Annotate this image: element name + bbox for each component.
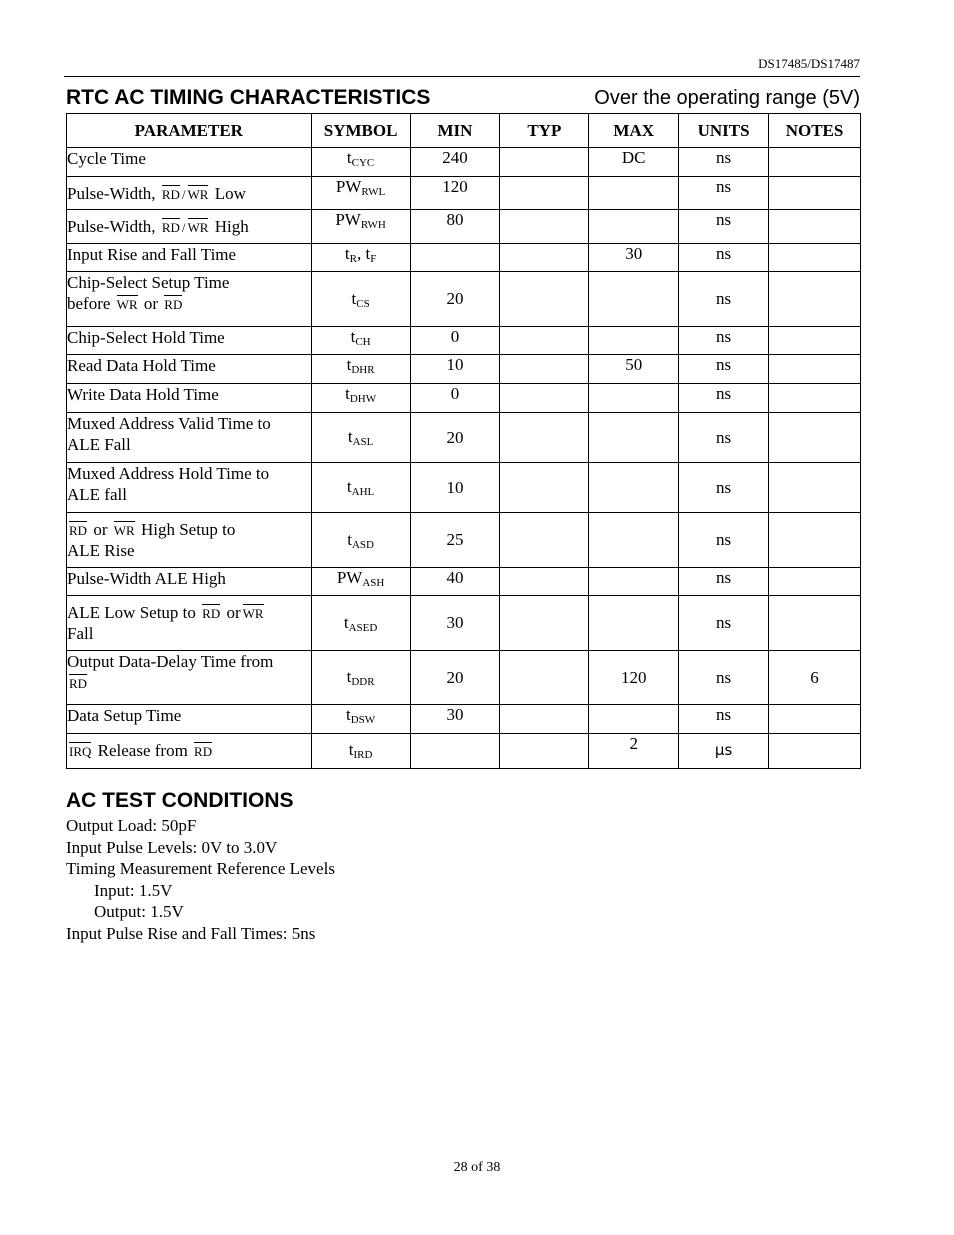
header-rule xyxy=(64,76,860,77)
parameter-cell xyxy=(67,596,312,651)
parameter-cell: Chip-Select Hold Time xyxy=(67,327,312,355)
ac-test-line: Output: 1.5V xyxy=(94,902,184,921)
parameter-cell xyxy=(67,210,312,244)
typ-cell xyxy=(500,413,589,463)
param-separator: / xyxy=(181,220,186,235)
symbol-main: t xyxy=(343,612,349,632)
table-row xyxy=(67,413,861,463)
units-cell: ns xyxy=(679,513,769,568)
symbol-subscript: RWH xyxy=(360,219,386,231)
param-text: Muxed Address Hold Time to xyxy=(67,464,270,483)
symbol-cell xyxy=(311,513,410,568)
symbol-main: t xyxy=(351,288,357,308)
max-cell xyxy=(589,384,679,413)
ac-test-line: Timing Measurement Reference Levels xyxy=(66,859,335,878)
symbol-subscript: F xyxy=(370,253,377,265)
notes-cell xyxy=(769,177,861,210)
table-row xyxy=(67,272,861,327)
table-row xyxy=(67,651,861,705)
table-row xyxy=(67,463,861,513)
min-cell: 20 xyxy=(410,651,500,705)
timing-table xyxy=(66,113,861,769)
max-cell xyxy=(589,272,679,327)
typ-cell xyxy=(500,177,589,210)
max-cell xyxy=(589,705,679,734)
param-text: ALE Low Setup to xyxy=(67,603,196,622)
min-cell: 10 xyxy=(410,463,500,513)
min-cell: 240 xyxy=(410,148,500,177)
param-separator: or xyxy=(226,603,241,622)
notes-cell xyxy=(769,513,861,568)
symbol-subscript: ASL xyxy=(352,436,374,448)
symbol-main: PW xyxy=(335,210,361,229)
parameter-cell: Input Rise and Fall Time xyxy=(67,244,312,272)
symbol-main: t xyxy=(348,740,354,759)
ac-test-line: Output Load: 50pF xyxy=(66,816,197,835)
min-cell: 20 xyxy=(410,272,500,327)
max-cell: 2 xyxy=(589,734,679,769)
parameter-cell xyxy=(67,272,312,327)
parameter-cell: Read Data Hold Time xyxy=(67,355,312,384)
symbol-subscript: CS xyxy=(356,297,370,310)
max-cell: DC xyxy=(589,148,679,177)
param-text: Output Data-Delay Time from xyxy=(67,652,274,671)
units-cell: ns xyxy=(679,327,769,355)
symbol-subscript: DHW xyxy=(349,393,377,405)
symbol-subscript: DHR xyxy=(351,364,375,376)
page-number: 28 of 38 xyxy=(453,1160,501,1175)
table-row xyxy=(67,327,861,355)
typ-cell xyxy=(500,384,589,413)
param-separator: or xyxy=(93,520,108,539)
overbar-signal: RD xyxy=(161,220,180,235)
typ-cell xyxy=(500,244,589,272)
column-header: PARAMETER xyxy=(67,114,312,148)
notes-cell xyxy=(769,463,861,513)
typ-cell xyxy=(500,272,589,327)
min-cell: 20 xyxy=(410,413,500,463)
overbar-signal: RD xyxy=(194,744,213,759)
symbol-cell xyxy=(311,734,410,769)
units-text: µs xyxy=(714,741,733,759)
param-text: ALE Fall xyxy=(67,435,131,454)
ac-test-line: Input Pulse Rise and Fall Times: 5ns xyxy=(66,923,316,943)
parameter-cell xyxy=(67,413,312,463)
units-cell: ns xyxy=(679,148,769,177)
symbol-main: t xyxy=(347,427,353,446)
min-cell: 40 xyxy=(410,568,500,596)
table-row xyxy=(67,596,861,651)
max-cell: 50 xyxy=(589,355,679,384)
symbol-main: t xyxy=(350,327,356,346)
max-cell xyxy=(589,463,679,513)
table-row xyxy=(67,568,861,596)
symbol-main: t xyxy=(346,477,352,496)
operating-range-note: Over the operating range (5V) xyxy=(594,87,860,109)
notes-cell xyxy=(769,327,861,355)
symbol-subscript: DDR xyxy=(351,676,375,688)
table-header-row xyxy=(67,114,861,148)
symbol-subscript: CYC xyxy=(351,157,375,169)
units-cell: ns xyxy=(679,177,769,210)
overbar-signal: RD xyxy=(202,606,221,621)
max-cell xyxy=(589,210,679,244)
parameter-cell xyxy=(67,734,312,769)
units-cell xyxy=(679,734,769,769)
overbar-signal: WR xyxy=(116,297,138,312)
symbol-main: PW xyxy=(336,568,363,587)
overbar-signal: WR xyxy=(187,187,209,202)
max-cell xyxy=(589,596,679,651)
units-cell: ns xyxy=(679,413,769,463)
symbol-subscript: ASH xyxy=(362,577,385,589)
notes-cell xyxy=(769,244,861,272)
symbol-main: t xyxy=(345,384,350,403)
symbol-cell xyxy=(311,244,410,272)
symbol-main: t xyxy=(346,148,352,167)
typ-cell xyxy=(500,327,589,355)
symbol-main: t xyxy=(344,244,350,263)
overbar-signal: WR xyxy=(113,523,135,538)
symbol-cell xyxy=(311,384,410,413)
param-text: Muxed Address Valid Time to xyxy=(67,414,271,433)
notes-cell xyxy=(769,734,861,769)
param-text: ALE fall xyxy=(67,485,127,504)
units-cell: ns xyxy=(679,596,769,651)
units-cell: ns xyxy=(679,463,769,513)
notes-cell xyxy=(769,210,861,244)
param-text: Low xyxy=(214,184,246,203)
table-row xyxy=(67,148,861,177)
units-cell: ns xyxy=(679,705,769,734)
notes-cell xyxy=(769,272,861,327)
typ-cell xyxy=(500,734,589,769)
symbol-cell xyxy=(311,327,410,355)
table-row xyxy=(67,384,861,413)
column-header: MIN xyxy=(410,114,500,148)
param-text: Chip-Select Setup Time xyxy=(67,273,230,292)
ac-test-line: Input: 1.5V xyxy=(94,880,173,900)
overbar-signal: WR xyxy=(242,606,264,621)
table-row xyxy=(67,355,861,384)
table-row xyxy=(67,734,861,769)
column-header: TYP xyxy=(500,114,589,148)
units-cell: ns xyxy=(679,355,769,384)
parameter-cell xyxy=(67,651,312,705)
min-cell: 80 xyxy=(410,210,500,244)
parameter-cell xyxy=(67,177,312,210)
overbar-signal: RD xyxy=(69,523,88,538)
section-title: RTC AC TIMING CHARACTERISTICS xyxy=(66,86,431,109)
column-header: NOTES xyxy=(769,114,861,148)
symbol-subscript: AHL xyxy=(351,486,375,498)
symbol-cell xyxy=(311,177,410,210)
notes-cell xyxy=(769,413,861,463)
column-header: MAX xyxy=(589,114,679,148)
symbol-cell xyxy=(311,355,410,384)
min-cell: 0 xyxy=(410,327,500,355)
min-cell: 120 xyxy=(410,177,500,210)
param-text: Pulse-Width, xyxy=(67,217,156,236)
min-cell: 0 xyxy=(410,384,500,413)
overbar-signal: RD xyxy=(164,297,183,312)
min-cell xyxy=(410,244,500,272)
min-cell xyxy=(410,734,500,769)
typ-cell xyxy=(500,210,589,244)
notes-cell xyxy=(769,384,861,413)
symbol-subscript: CH xyxy=(355,336,371,348)
symbol-main: PW xyxy=(335,177,362,196)
column-header: UNITS xyxy=(679,114,769,148)
param-text: Pulse-Width, xyxy=(67,184,156,203)
symbol-subscript: IRD xyxy=(353,749,373,761)
typ-cell xyxy=(500,596,589,651)
max-cell xyxy=(589,177,679,210)
symbol-cell xyxy=(311,210,410,244)
max-cell xyxy=(589,413,679,463)
notes-cell: 6 xyxy=(769,651,861,705)
overbar-signal: RD xyxy=(161,187,180,202)
units-cell: ns xyxy=(679,384,769,413)
overbar-signal: RD xyxy=(69,676,88,691)
notes-cell xyxy=(769,355,861,384)
notes-cell xyxy=(769,596,861,651)
min-cell: 30 xyxy=(410,596,500,651)
ac-test-conditions xyxy=(66,815,335,944)
parameter-cell xyxy=(67,463,312,513)
units-cell: ns xyxy=(679,210,769,244)
symbol-cell xyxy=(311,413,410,463)
typ-cell xyxy=(500,463,589,513)
symbol-cell xyxy=(311,463,410,513)
table-row xyxy=(67,513,861,568)
symbol-cell xyxy=(311,272,410,327)
units-cell: ns xyxy=(679,568,769,596)
param-text: Fall xyxy=(67,624,94,643)
parameter-cell: Write Data Hold Time xyxy=(67,384,312,413)
param-separator: or xyxy=(143,294,159,313)
symbol-cell xyxy=(311,148,410,177)
symbol-cell xyxy=(311,651,410,705)
max-cell xyxy=(589,568,679,596)
symbol-subscript: RWL xyxy=(361,186,386,198)
max-cell: 120 xyxy=(589,651,679,705)
symbol-subscript: R xyxy=(349,253,357,265)
symbol-main: , t xyxy=(356,244,371,263)
symbol-main: t xyxy=(347,529,352,549)
overbar-signal: IRQ xyxy=(69,744,92,759)
units-cell: ns xyxy=(679,272,769,327)
param-text: Release from xyxy=(97,741,188,760)
ac-test-title: AC TEST CONDITIONS xyxy=(66,789,294,812)
typ-cell xyxy=(500,705,589,734)
overbar-signal: WR xyxy=(187,220,209,235)
table-row xyxy=(67,244,861,272)
param-separator: / xyxy=(181,187,186,202)
document-id: DS17485/DS17487 xyxy=(758,56,860,71)
min-cell: 10 xyxy=(410,355,500,384)
column-header: SYMBOL xyxy=(311,114,410,148)
symbol-main: t xyxy=(346,355,352,374)
symbol-cell xyxy=(311,568,410,596)
units-cell: ns xyxy=(679,651,769,705)
param-text: High xyxy=(214,217,249,236)
parameter-cell: Cycle Time xyxy=(67,148,312,177)
symbol-main: t xyxy=(346,667,352,686)
table-row xyxy=(67,177,861,210)
typ-cell xyxy=(500,148,589,177)
param-text: before xyxy=(67,294,111,313)
min-cell: 30 xyxy=(410,705,500,734)
notes-cell xyxy=(769,705,861,734)
symbol-subscript: DSW xyxy=(350,714,376,726)
symbol-subscript: ASED xyxy=(348,621,378,634)
symbol-cell xyxy=(311,705,410,734)
notes-cell xyxy=(769,148,861,177)
table-row xyxy=(67,210,861,244)
units-cell: ns xyxy=(679,244,769,272)
max-cell: 30 xyxy=(589,244,679,272)
symbol-main: t xyxy=(346,705,351,724)
parameter-cell xyxy=(67,513,312,568)
parameter-cell: Pulse-Width ALE High xyxy=(67,568,312,596)
typ-cell xyxy=(500,355,589,384)
parameter-cell: Data Setup Time xyxy=(67,705,312,734)
notes-cell xyxy=(769,568,861,596)
table-row xyxy=(67,705,861,734)
param-text: High Setup to xyxy=(140,520,236,539)
ac-test-line: Input Pulse Levels: 0V to 3.0V xyxy=(66,837,278,857)
typ-cell xyxy=(500,568,589,596)
symbol-cell xyxy=(311,596,410,651)
typ-cell xyxy=(500,651,589,705)
max-cell xyxy=(589,327,679,355)
symbol-subscript: ASD xyxy=(351,538,374,551)
max-cell xyxy=(589,513,679,568)
param-text: ALE Rise xyxy=(67,541,135,560)
typ-cell xyxy=(500,513,589,568)
min-cell: 25 xyxy=(410,513,500,568)
